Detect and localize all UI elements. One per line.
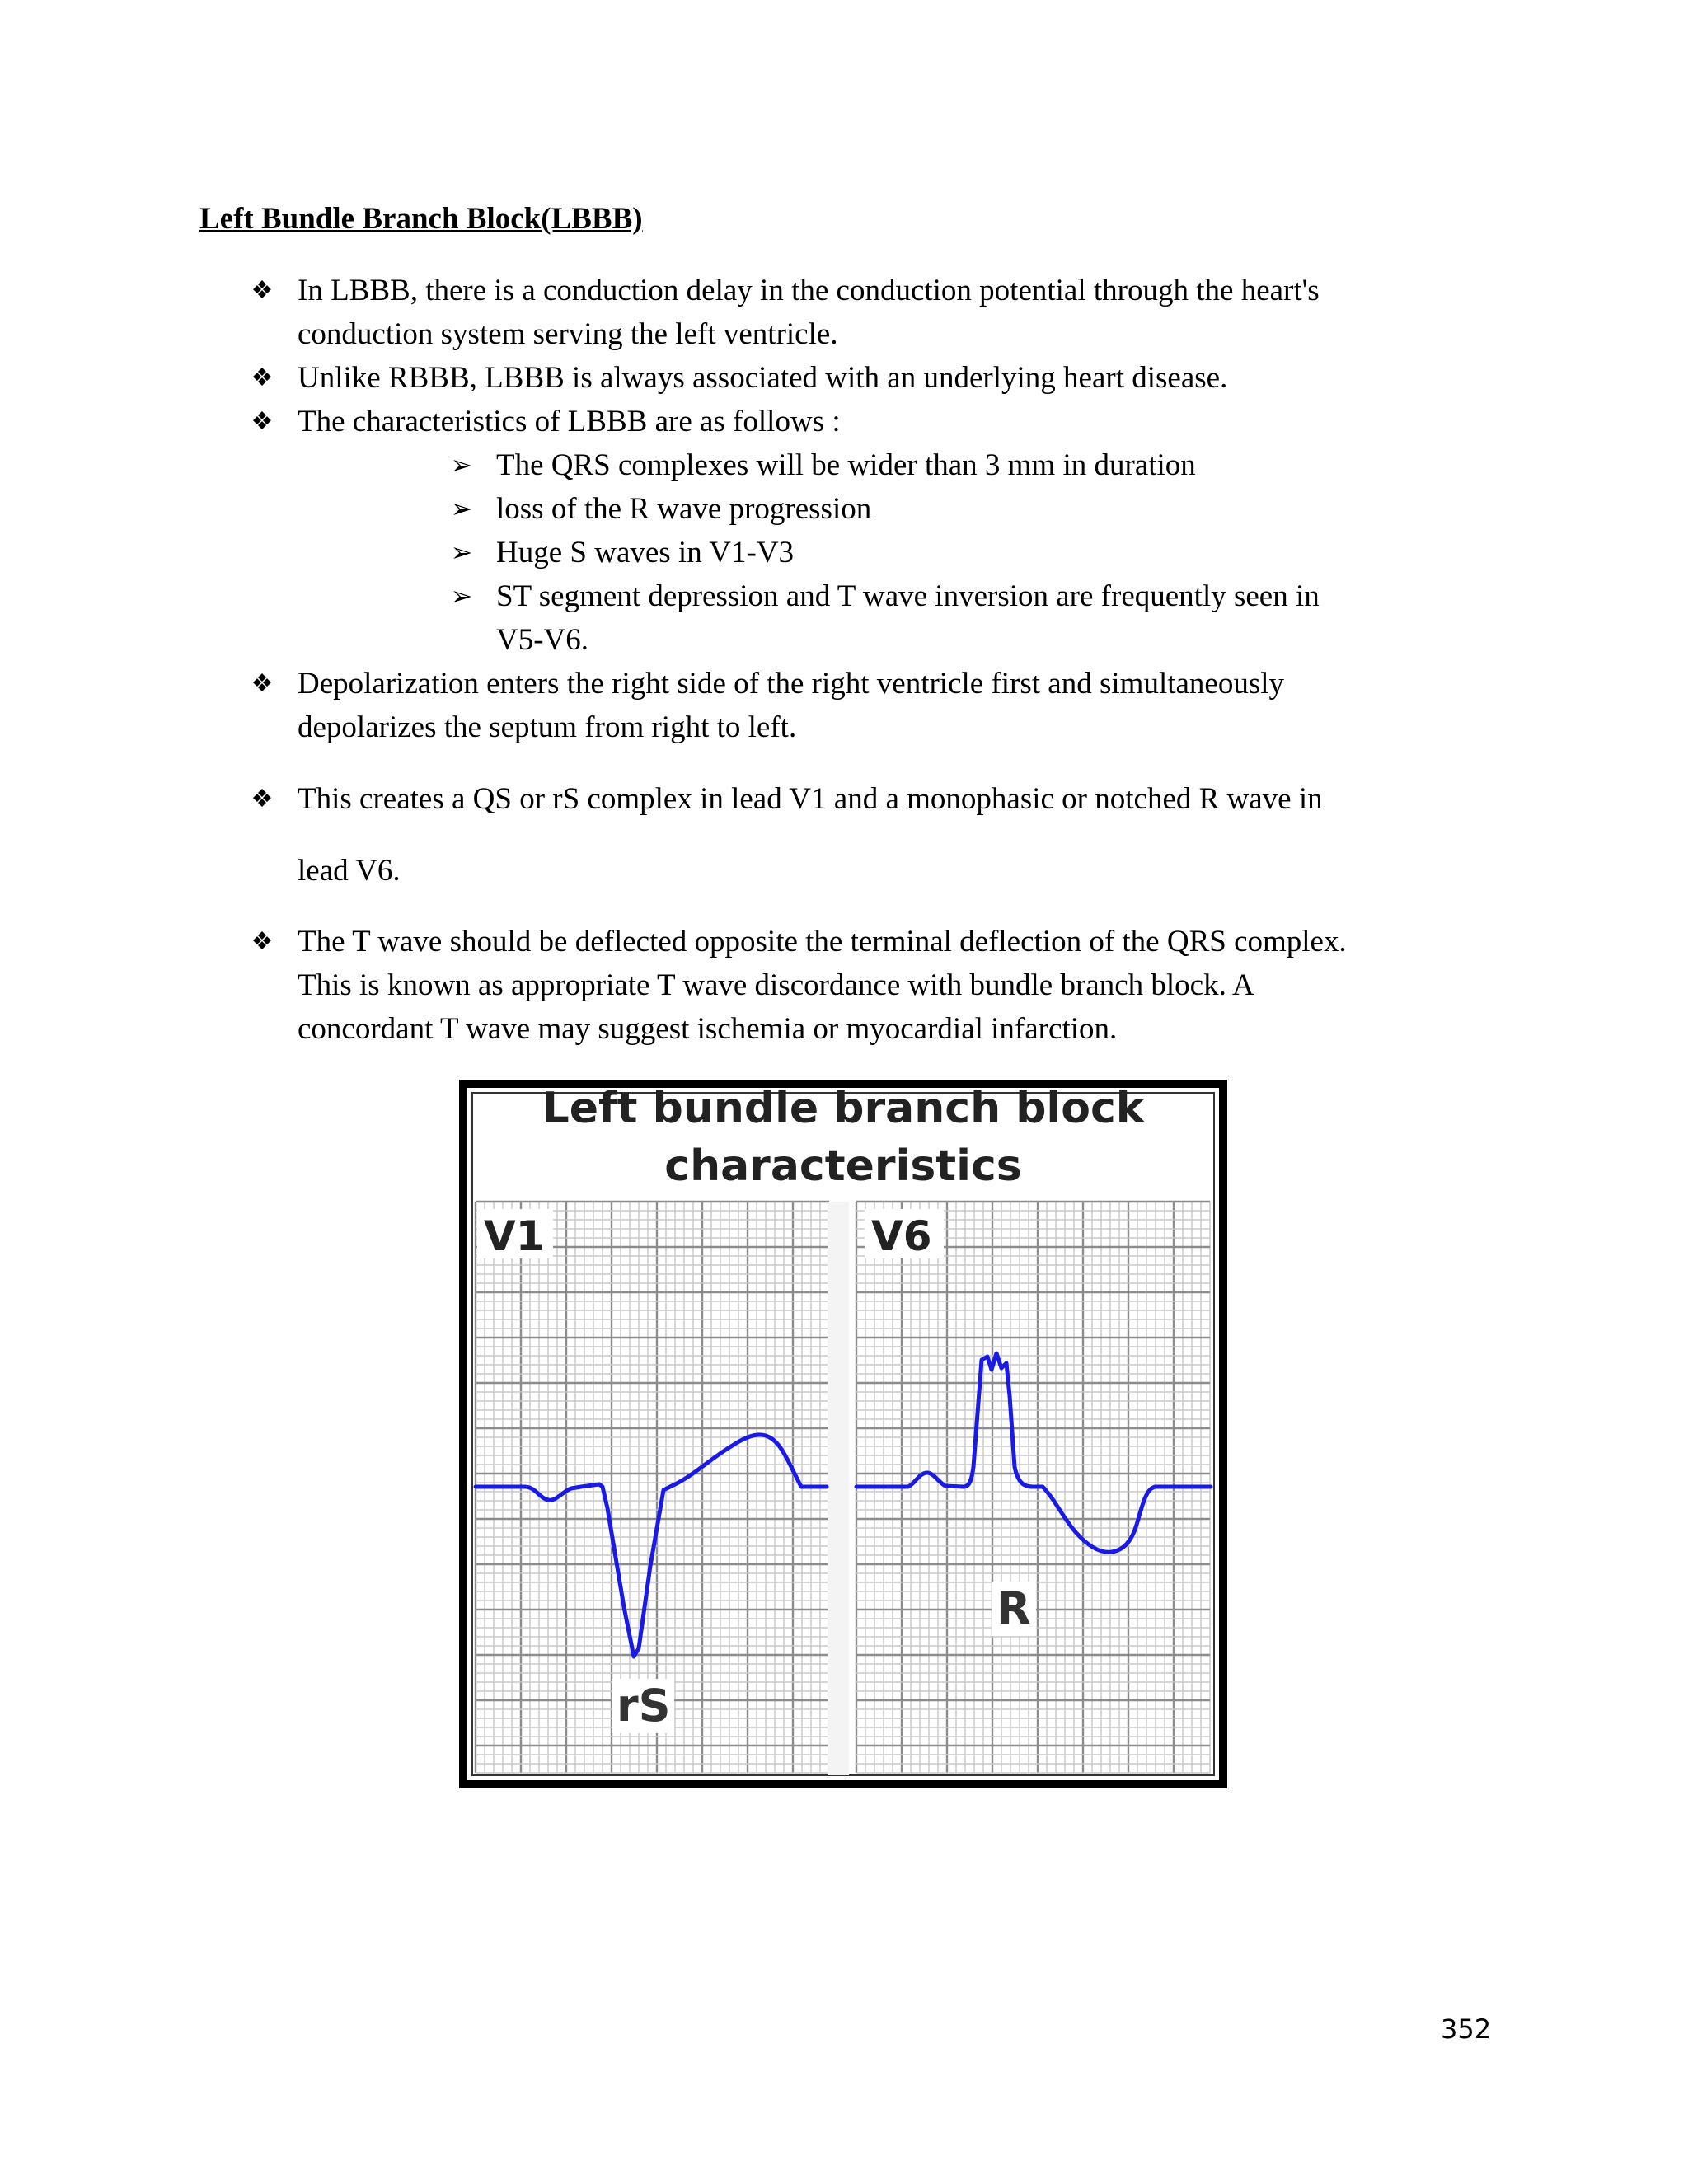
item-text: conduction system serving the left ventricle. [298, 317, 838, 351]
arrow-bullet-icon: ➢ [450, 450, 473, 480]
wave-label-rs: rS [617, 1680, 671, 1732]
content-list [0, 0, 1688, 1088]
item-text: The characteristics of LBBB are as follows : [298, 405, 841, 438]
item-text: Huge S waves in V1-V3 [496, 536, 795, 569]
diamond-bullet-icon: ❖ [251, 364, 274, 391]
ecg-figure [459, 1080, 1227, 1788]
item-text: The QRS complexes will be wider than 3 mm in duration [496, 448, 1196, 482]
item-text: V5-V6. [496, 623, 589, 657]
item-text: Depolarization enters the right side of the right ventricle first and simultaneously [298, 667, 1285, 701]
item-text: This creates a QS or rS complex in lead V1 and a monophasic or notched R wave in [298, 782, 1323, 816]
item-text: This is known as appropriate T wave discordance with bundle branch block. A [298, 968, 1254, 1002]
item-text: Unlike RBBB, LBBB is always associated with an underlying heart disease. [298, 361, 1228, 395]
diamond-bullet-icon: ❖ [251, 785, 274, 813]
item-text: ST segment depression and T wave inversion are frequently seen in [496, 579, 1320, 613]
page-title: Left Bundle Branch Block(LBBB) [199, 202, 643, 236]
panel-divider [828, 1202, 849, 1775]
item-text: depolarizes the septum from right to left. [298, 710, 797, 744]
figure-title-line-1: Left bundle branch block [542, 1084, 1145, 1133]
arrow-bullet-icon: ➢ [450, 537, 473, 567]
item-text: The T wave should be deflected opposite the terminal deflection of the QRS complex. [298, 925, 1347, 958]
arrow-bullet-icon: ➢ [450, 581, 473, 611]
arrow-bullet-icon: ➢ [450, 494, 473, 523]
diamond-bullet-icon: ❖ [251, 277, 274, 304]
wave-label-r: R [996, 1582, 1031, 1634]
figure-title-line-2: characteristics [664, 1141, 1022, 1191]
diamond-bullet-icon: ❖ [251, 928, 274, 955]
ecg-figure-svg [459, 1080, 1227, 1788]
item-text: lead V6. [298, 854, 401, 888]
page-number: 352 [1441, 2013, 1492, 2045]
item-text: concordant T wave may suggest ischemia or myocardial infarction. [298, 1012, 1118, 1046]
item-text: In LBBB, there is a conduction delay in the conduction potential through the heart's [298, 274, 1320, 307]
lead-label-v1: V1 [484, 1212, 545, 1260]
item-text: loss of the R wave progression [496, 492, 872, 526]
diamond-bullet-icon: ❖ [251, 408, 274, 435]
diamond-bullet-icon: ❖ [251, 670, 274, 697]
lead-label-v6: V6 [871, 1212, 932, 1260]
